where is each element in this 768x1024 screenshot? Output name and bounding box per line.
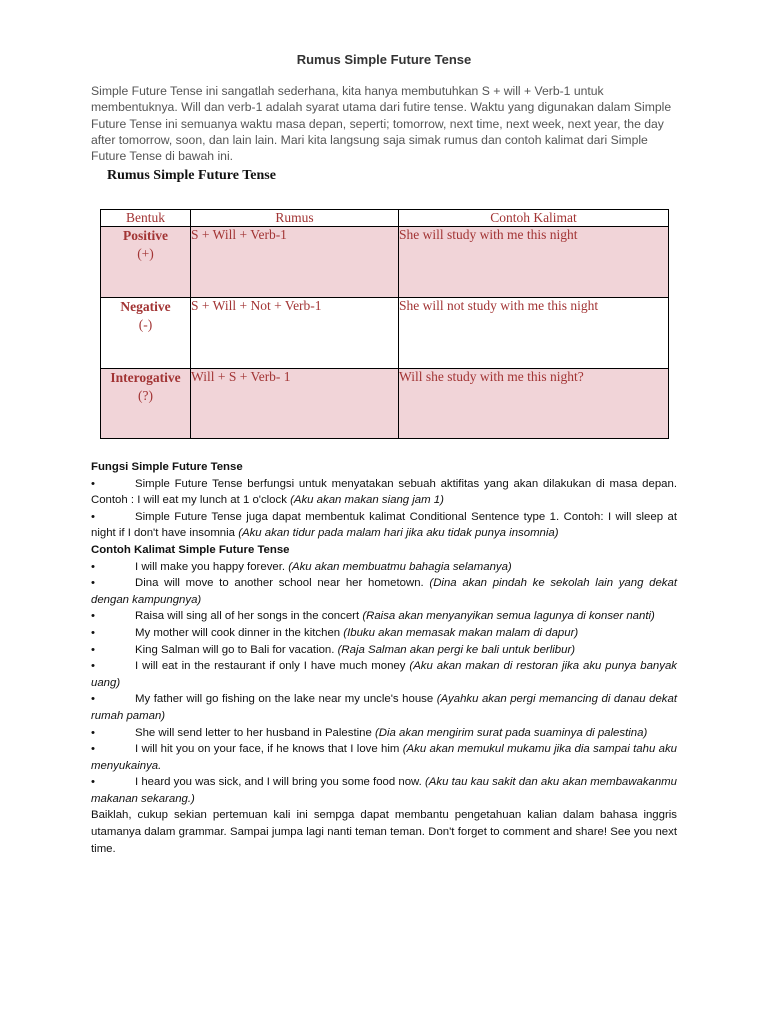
bullet-icon: •	[91, 477, 95, 490]
item-translation: (Dina akan pindah ke sekolah lain yang dekat dengan kampungnya)	[91, 577, 677, 606]
item-text: I heard you was sick, and I will bring you some food now.	[135, 776, 422, 789]
item-text: Simple Future Tense juga dapat membentuk kalimat Conditional Sentence type 1. Contoh: I will sleep at night if I don't have insomnia	[91, 510, 677, 540]
bentuk-label: Interogative	[110, 370, 181, 385]
contoh-heading: Contoh Kalimat Simple Future Tense	[91, 543, 290, 556]
header-contoh: Contoh Kalimat	[399, 210, 669, 227]
formula-cell: Will + S + Verb- 1	[191, 369, 399, 439]
list-item	[91, 725, 677, 742]
item-translation: (Dia akan mengirim surat pada suaminya di palestina)	[375, 726, 648, 739]
example-cell: She will study with me this night	[399, 227, 669, 298]
item-translation: (Aku akan makan siang jam 1)	[290, 494, 444, 507]
bentuk-label: Negative	[120, 299, 171, 314]
bullet-icon: •	[91, 743, 95, 756]
bentuk-cell	[101, 298, 191, 369]
item-translation: (Aku tau kau sakit dan aku akan membawakanmu makanan sekarang.)	[91, 776, 678, 805]
list-item	[91, 575, 677, 608]
list-item	[91, 658, 677, 691]
example-cell: She will not study with me this night	[399, 298, 669, 369]
item-text: King Salman will go to Bali for vacation.	[135, 643, 335, 656]
bullet-icon: •	[91, 610, 95, 623]
table-row-negative	[101, 298, 669, 369]
formula-table	[100, 209, 669, 439]
bullet-icon: •	[91, 626, 95, 639]
bentuk-symbol: (-)	[138, 317, 153, 332]
intro-paragraph: Simple Future Tense ini sangatlah sederhana, kita hanya membutuhkan S + will + Verb-1 untuk membentuknya. Will dan verb-1 adalah syarat utama dari futire tense. Waktu yang digunakan dalam Simple Future Tense ini semuanya waktu masa depan, seperti; tomorrow, next time, next week, next year, the day after tomorrow, soon, dan lain lain. Mari kita langsung saja simak rumus dan contoh kalimat dari Simple Future Tense di bawah ini.	[91, 84, 672, 164]
list-item	[91, 608, 677, 625]
bullet-icon: •	[91, 577, 95, 590]
item-text: Raisa will sing all of her songs in the concert	[135, 610, 360, 623]
table-row-positive	[101, 227, 669, 298]
item-translation: (Aku akan membuatmu bahagia selamanya)	[288, 560, 512, 573]
item-translation: (Ibuku akan memasak makan malam di dapur)	[343, 626, 579, 639]
list-item	[91, 509, 677, 542]
item-text: Simple Future Tense berfungsi untuk menyatakan sebuah aktifitas yang akan dilakukan di masa depan. Contoh : I will eat my lunch at 1 o'clock	[91, 477, 677, 507]
formula-cell: S + Will + Not + Verb-1	[191, 298, 399, 369]
bentuk-symbol: (?)	[138, 388, 153, 403]
item-text: I will eat in the restaurant if only I have much money	[135, 660, 406, 673]
item-translation: (Raja Salman akan pergi ke bali untuk berlibur)	[337, 643, 576, 656]
bullet-icon: •	[91, 560, 95, 573]
list-item	[91, 774, 677, 807]
bentuk-label: Positive	[123, 228, 168, 243]
item-translation: (Raisa akan menyanyikan semua lagunya di konser nanti)	[362, 610, 655, 623]
table-heading: Rumus Simple Future Tense	[107, 168, 276, 183]
bentuk-cell	[101, 227, 191, 298]
table-header-row	[101, 210, 669, 227]
bullet-icon: •	[91, 726, 95, 739]
list-item	[91, 476, 677, 509]
table-row-interogative	[101, 369, 669, 439]
item-text: My father will go fishing on the lake near my uncle's house	[135, 693, 434, 706]
formula-cell: S + Will + Verb-1	[191, 227, 399, 298]
example-cell: Will she study with me this night?	[399, 369, 669, 439]
item-translation: (Aku akan tidur pada malam hari jika aku tidak punya insomnia)	[238, 527, 559, 540]
bullet-icon: •	[91, 660, 95, 673]
list-item	[91, 642, 677, 659]
header-rumus: Rumus	[191, 210, 399, 227]
body-content	[91, 459, 677, 857]
bentuk-symbol: (+)	[137, 246, 154, 261]
page-title: Rumus Simple Future Tense	[296, 52, 472, 67]
item-text: She will send letter to her husband in Palestine	[135, 726, 372, 739]
item-translation: (Ayahku akan pergi memancing di danau dekat rumah paman)	[91, 693, 677, 722]
item-text: Dina will move to another school near her hometown.	[135, 577, 424, 590]
item-text: I will make you happy forever.	[135, 560, 286, 573]
bullet-icon: •	[91, 643, 95, 656]
list-item	[91, 559, 677, 576]
bullet-icon: •	[91, 776, 95, 789]
fungsi-heading: Fungsi Simple Future Tense	[91, 461, 243, 473]
list-item	[91, 741, 677, 774]
list-item	[91, 625, 677, 642]
item-translation: (Aku akan memukul mukamu jika dia sampai tahu aku menyukainya.	[91, 743, 678, 772]
list-item	[91, 691, 677, 724]
header-bentuk: Bentuk	[101, 210, 191, 227]
bentuk-cell	[101, 369, 191, 439]
item-translation: (Aku akan makan di restoran jika aku punya banyak uang)	[91, 660, 677, 689]
bullet-icon: •	[91, 510, 95, 523]
bullet-icon: •	[91, 693, 95, 706]
item-text: My mother will cook dinner in the kitchen	[135, 626, 341, 639]
item-text: I will hit you on your face, if he knows that I love him	[135, 743, 400, 756]
closing-paragraph: Baiklah, cukup sekian pertemuan kali ini sempga dapat membantu pengetahuan kalian dalam bahasa inggris utamanya dalam grammar. Sampai jumpa lagi nanti teman teman. Don't forget to comment and share! See you next time.	[91, 809, 677, 855]
